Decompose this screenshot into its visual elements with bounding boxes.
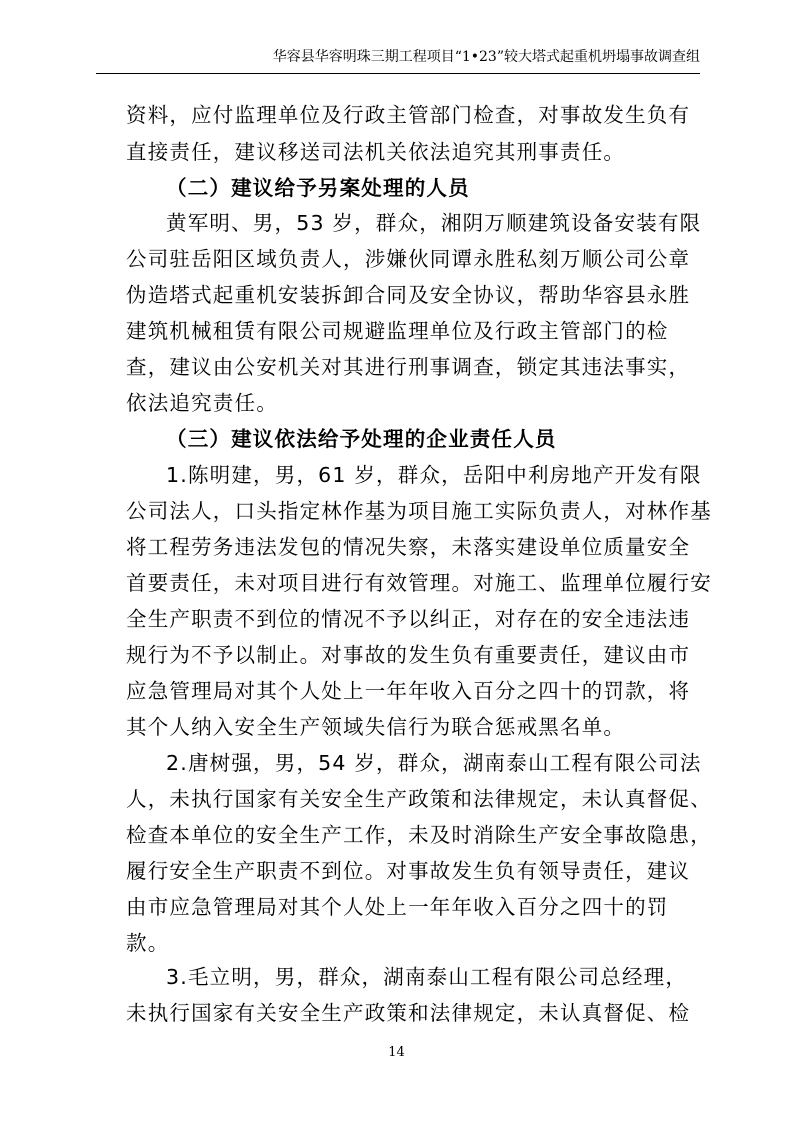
body-line: 款。 — [126, 931, 170, 955]
body-line: 首要责任，未对项目进行有效管理。对施工、监理单位履行安 — [126, 571, 712, 595]
body-line: 未执行国家有关安全生产政策和法律规定，未认真督促、检 — [126, 1001, 691, 1025]
body-line: 人，未执行国家有关安全生产政策和法律规定，未认真督促、 — [126, 787, 712, 811]
section-heading: （三）建议依法给予处理的企业责任人员 — [166, 427, 557, 451]
body-line: 直接责任，建议移送司法机关依法追究其刑事责任。 — [126, 140, 626, 164]
body-line: 检查本单位的安全生产工作，未及时消除生产安全事故隐患， — [126, 823, 712, 847]
body-line: 由市应急管理局对其个人处上一年年收入百分之四十的罚 — [126, 895, 669, 919]
running-header: 华容县华容明珠三期工程项目“1•23”较大塔式起重机坍塌事故调查组 — [272, 49, 700, 65]
body-line: 资料，应付监理单位及行政主管部门检查，对事故发生负有 — [126, 103, 691, 127]
body-line: 全生产职责不到位的情况不予以纠正，对存在的安全违法违 — [126, 607, 691, 631]
body-line: 查，建议由公安机关对其进行刑事调查，锁定其违法事实， — [126, 355, 691, 379]
body-line: 将工程劳务违法发包的情况失察，未落实建设单位质量安全 — [126, 535, 691, 559]
body-line: 依法追究责任。 — [126, 391, 278, 415]
body-line: 其个人纳入安全生产领域失信行为联合惩戒黑名单。 — [126, 715, 626, 739]
body-line: 建筑机械租赁有限公司规避监理单位及行政主管部门的检 — [126, 319, 669, 343]
body-line: 公司法人，口头指定林作基为项目施工实际负责人，对林作基 — [126, 499, 712, 523]
section-heading: （二）建议给予另案处理的人员 — [166, 176, 470, 200]
body-line: 伪造塔式起重机安装拆卸合同及安全协议，帮助华容县永胜 — [126, 283, 691, 307]
body-line: 1.陈明建，男，61 岁，群众，岳阳中利房地产开发有限 — [166, 463, 702, 487]
body-line: 3.毛立明，男，群众，湖南泰山工程有限公司总经理， — [166, 965, 688, 989]
body-line: 规行为不予以制止。对事故的发生负有重要责任，建议由市 — [126, 643, 691, 667]
header-rule — [96, 73, 700, 74]
page-number: 14 — [388, 1045, 405, 1060]
body-line: 公司驻岳阳区域负责人，涉嫌伙同谭永胜私刻万顺公司公章 — [126, 247, 691, 271]
body-line: 2.唐树强，男，54 岁，群众，湖南泰山工程有限公司法 — [166, 751, 702, 775]
body-line: 应急管理局对其个人处上一年年收入百分之四十的罚款，将 — [126, 679, 691, 703]
body-line: 履行安全生产职责不到位。对事故发生负有领导责任，建议 — [126, 859, 691, 883]
body-line: 黄军明、男，53 岁，群众，湘阴万顺建筑设备安装有限 — [166, 211, 702, 235]
